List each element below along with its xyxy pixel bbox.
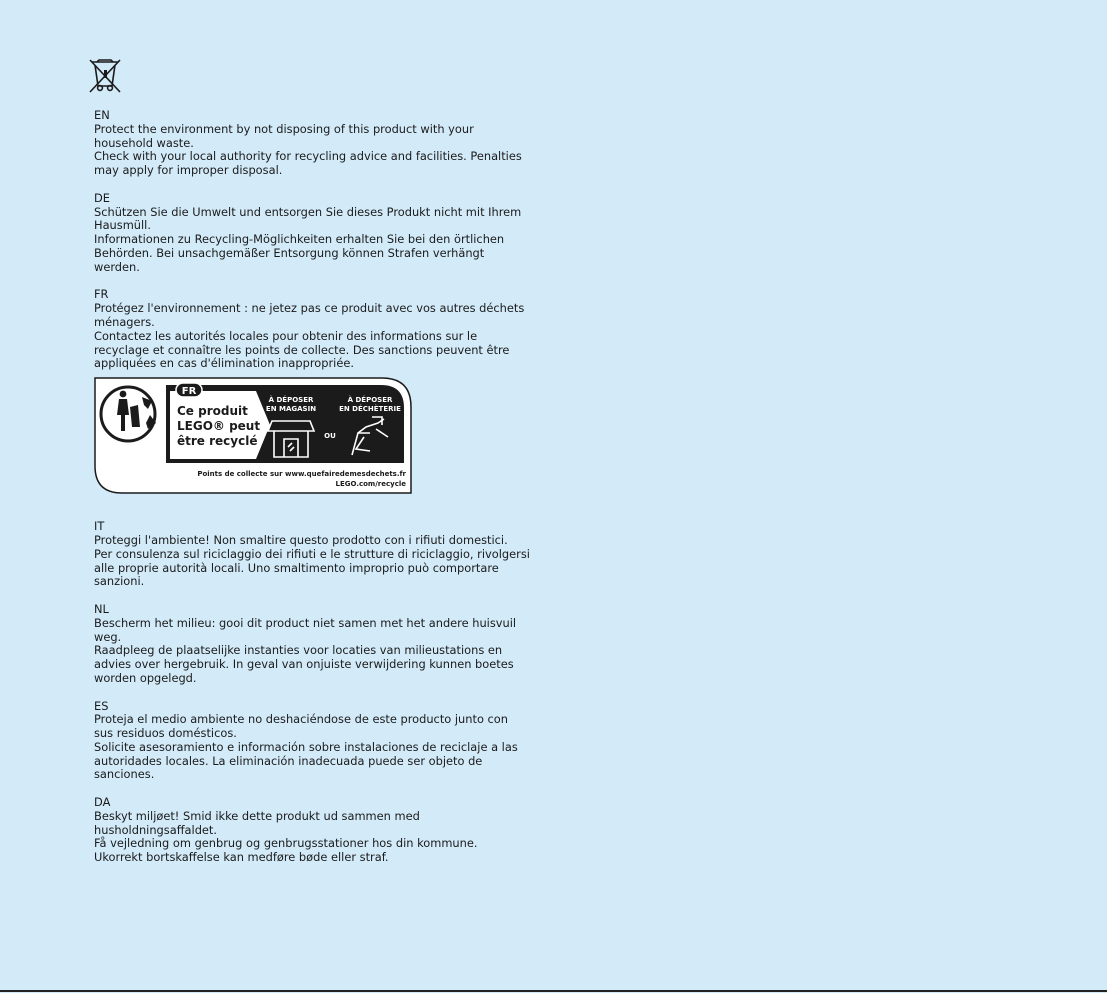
paragraph: Schützen Sie die Umwelt und entsorgen Sie dieses Produkt nicht mit Ihrem Hausmüll. (94, 204, 522, 233)
language-code: NL (94, 601, 109, 616)
option-store-line-2: EN MAGASIN (265, 405, 317, 414)
or-label: OU (324, 432, 336, 441)
bottom-rule (0, 990, 1107, 992)
fr-badge-text: FR (181, 386, 197, 398)
paragraph: Beskyt miljøet! Smid ikke dette produkt ud sammen med husholdningsaffaldet. (94, 808, 420, 837)
paragraph: Få vejledning om genbrug og genbrugsstationer hos din kommune. Ukorrekt bortskaffelse kan medføre bøde eller straf. (94, 836, 478, 865)
language-code: DA (94, 795, 111, 810)
option-drop-line-1: À DÉPOSER (347, 396, 393, 405)
triman-line-3: être recyclé (177, 434, 258, 449)
paragraph: Contactez les autorités locales pour obtenir des informations sur le recyclage et connaître les points de collecte. Des sanctions peuvent être appliquées en cas d'élimination inappropriée. (94, 328, 510, 371)
crossed-out-wheelie-bin-icon (86, 56, 124, 96)
triman-label (94, 377, 412, 494)
lego-recycle-link: LEGO.com/recycle (335, 480, 406, 489)
section-de (94, 192, 554, 275)
disposal-instructions (94, 109, 554, 879)
fr-badge (176, 383, 202, 397)
language-code: EN (94, 108, 110, 122)
language-code: IT (94, 519, 105, 534)
paragraph: Check with your local authority for recycling advice and facilities. Penalties may apply for improper disposal. (94, 149, 522, 178)
section-nl (94, 603, 554, 686)
paragraph: Solicite asesoramiento e información sobre instalaciones de reciclaje a las autoridades locales. La eliminación inadecuada puede ser objeto de sanciones. (94, 739, 518, 782)
section-da (94, 796, 554, 865)
triman-line-1: Ce produit (177, 404, 248, 419)
paragraph: Per consulenza sul riciclaggio dei rifiuti e le strutture di riciclaggio, rivolgersi alle proprie autorità locali. Uno smaltimento improprio può comportare sanzioni. (94, 546, 530, 589)
option-drop-line-2: EN DÉCHÈTERIE (339, 405, 401, 414)
paragraph: Proteggi l'ambiente! Non smaltire questo prodotto con i rifiuti domestici. (94, 532, 508, 547)
language-code: FR (94, 287, 109, 302)
section-fr (94, 288, 554, 371)
paragraph: Raadpleeg de plaatselijke instanties voor locaties van milieustations en advies over hergebruik. In geval van onjuiste verwijdering kunnen boetes worden opgelegd. (94, 643, 514, 685)
language-code: ES (94, 698, 109, 713)
paragraph: Protect the environment by not disposing of this product with your household waste. (94, 121, 474, 150)
triman-line-2: LEGO® peut (177, 419, 261, 434)
language-code: DE (94, 190, 110, 205)
paragraph: Proteja el medio ambiente no deshaciéndose de este producto junto con sus residuos domésticos. (94, 712, 508, 741)
collection-points-text: Points de collecte sur www.quefairedemesdechets.fr (197, 470, 406, 479)
option-store-line-1: À DÉPOSER (268, 396, 314, 405)
paragraph: Protégez l'environnement : ne jetez pas ce produit avec vos autres déchets ménagers. (94, 301, 525, 329)
paragraph: Bescherm het milieu: gooi dit product niet samen met het andere huisvuil weg. (94, 615, 517, 644)
section-en (94, 109, 554, 178)
section-es (94, 700, 554, 783)
paragraph: Informationen zu Recycling-Möglichkeiten erhalten Sie bei den örtlichen Behörden. Bei unsachgemäßer Entsorgung können Strafen verhängt werden. (94, 232, 505, 274)
section-it (94, 520, 554, 589)
